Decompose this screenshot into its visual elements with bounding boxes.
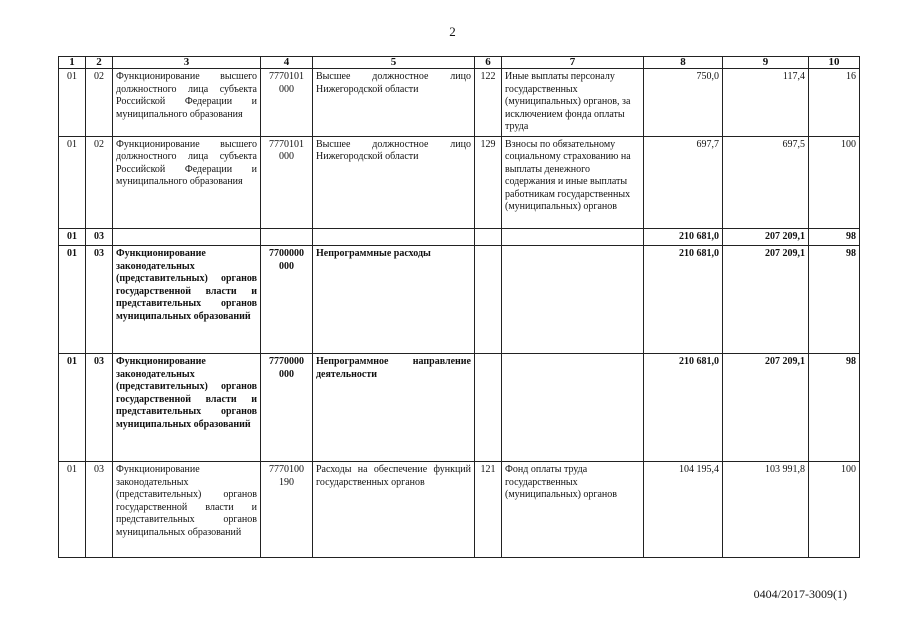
planned-amount-cell: 210 681,0 [644,354,723,462]
section-code-cell: 01 [59,354,86,462]
executed-amount-cell: 207 209,1 [723,354,809,462]
expense-type-name-cell [502,246,644,354]
section-code-cell: 01 [59,69,86,137]
section-name-cell: Функционирование высшего должностного лица субъекта Российской Федерации и муниципального образования [113,69,261,137]
subsection-code-cell: 03 [86,228,113,246]
budget-table [58,56,860,558]
table-row [59,228,860,246]
target-article-cell: 7770101 000 [261,69,313,137]
planned-amount-cell: 210 681,0 [644,246,723,354]
expense-type-cell: 122 [475,69,502,137]
article-name-cell: Непрограммные расходы [313,246,475,354]
planned-amount-cell: 750,0 [644,69,723,137]
subsection-code-cell: 03 [86,354,113,462]
table-row [59,69,860,137]
expense-type-cell [475,354,502,462]
percent-executed-cell: 98 [809,246,860,354]
subsection-code-cell: 03 [86,462,113,558]
section-name-cell: Функционирование высшего должностного лица субъекта Российской Федерации и муниципального образования [113,136,261,228]
table-row [59,136,860,228]
subsection-code-cell: 02 [86,136,113,228]
article-name-cell: Непрограммное направление деятельности [313,354,475,462]
table-row [59,354,860,462]
expense-type-cell: 121 [475,462,502,558]
executed-amount-cell: 207 209,1 [723,228,809,246]
column-header: 2 [86,57,113,69]
article-name-cell: Расходы на обеспечение функций государственных органов [313,462,475,558]
expense-type-name-cell: Взносы по обязательному социальному страхованию на выплаты денежного содержания и иные выплаты работникам государственных (муниципальных) органов [502,136,644,228]
column-header: 6 [475,57,502,69]
section-name-cell: Функционирование законодательных (представительных) органов государственной власти и представительных органов муниципальных образований [113,246,261,354]
expense-type-cell [475,246,502,354]
page-number: 2 [449,24,456,39]
section-code-cell: 01 [59,246,86,354]
percent-executed-cell: 98 [809,354,860,462]
percent-executed-cell: 100 [809,136,860,228]
section-code-cell: 01 [59,462,86,558]
target-article-cell: 7700000 000 [261,246,313,354]
table-row [59,246,860,354]
expense-type-name-cell [502,354,644,462]
table-header-row [59,57,860,69]
article-name-cell: Высшее должностное лицо Нижегородской области [313,136,475,228]
expense-type-name-cell: Фонд оплаты труда государственных (муниципальных) органов [502,462,644,558]
column-header: 9 [723,57,809,69]
column-header: 7 [502,57,644,69]
subsection-code-cell: 03 [86,246,113,354]
executed-amount-cell: 697,5 [723,136,809,228]
expense-type-cell [475,228,502,246]
subsection-code-cell: 02 [86,69,113,137]
target-article-cell: 7770101 000 [261,136,313,228]
expense-type-name-cell: Иные выплаты персоналу государственных (муниципальных) органов, за исключением фонда оплаты труда [502,69,644,137]
column-header: 3 [113,57,261,69]
percent-executed-cell: 16 [809,69,860,137]
column-header: 5 [313,57,475,69]
target-article-cell: 7770000 000 [261,354,313,462]
planned-amount-cell: 104 195,4 [644,462,723,558]
percent-executed-cell: 98 [809,228,860,246]
planned-amount-cell: 210 681,0 [644,228,723,246]
expense-type-name-cell [502,228,644,246]
section-name-cell: Функционирование законодательных (представительных) органов государственной власти и представительных органов муниципальных образований [113,462,261,558]
column-header: 10 [809,57,860,69]
planned-amount-cell: 697,7 [644,136,723,228]
target-article-cell [261,228,313,246]
section-code-cell: 01 [59,136,86,228]
executed-amount-cell: 207 209,1 [723,246,809,354]
expense-type-cell: 129 [475,136,502,228]
column-header: 1 [59,57,86,69]
percent-executed-cell: 100 [809,462,860,558]
executed-amount-cell: 117,4 [723,69,809,137]
section-code-cell: 01 [59,228,86,246]
article-name-cell: Высшее должностное лицо Нижегородской области [313,69,475,137]
column-header: 4 [261,57,313,69]
section-name-cell: Функционирование законодательных (представительных) органов государственной власти и представительных органов муниципальных образований [113,354,261,462]
table-body [59,57,860,558]
table-row [59,462,860,558]
target-article-cell: 7770100 190 [261,462,313,558]
section-name-cell [113,228,261,246]
article-name-cell [313,228,475,246]
executed-amount-cell: 103 991,8 [723,462,809,558]
column-header: 8 [644,57,723,69]
document-code: 0404/2017-3009(1) [753,587,847,601]
